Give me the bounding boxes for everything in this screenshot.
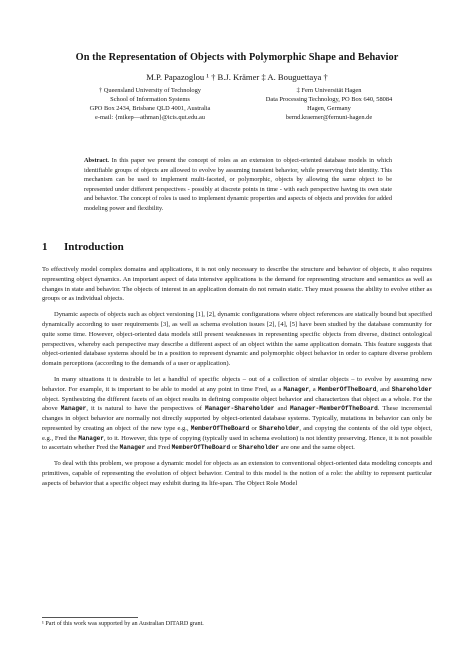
code-term: MemberOfTheBoard (317, 385, 377, 393)
paragraph: To deal with this problem, we propose a dynamic model for objects as an extension to conventional object-oriented data modeling concepts and primitives, capable of representing the evolution of object behavior. Central to this model is the notion of a role: the ability to represent particular aspects of behavior that a specific object may exhibit during its life-span. The Object Role Model (42, 460, 432, 487)
affiliation-email: bernd.kraemer@fernuni-hagen.de (285, 114, 373, 122)
code-term: Manager (119, 444, 146, 452)
code-term: Manager (78, 434, 104, 442)
body-text (42, 265, 432, 495)
affiliation-right (234, 86, 424, 122)
code-term: Shareholder (238, 444, 280, 452)
footnote-text: Part of this work was supported by an Australian DITARD grant. (45, 621, 204, 627)
footnote (42, 621, 204, 627)
text-run: , and (376, 385, 392, 393)
paragraph: Dynamic aspects of objects such as object versioning [1], [2], dynamic configurations where object references are statically bound but specified dynamically according to user requirements [3], as well as schema evolution issues [2], [4], [5] have been studied by the database community for quite some time. However, object-oriented data models still present weaknesses in representing specific objects from diverse, distinct ontological perspectives, whereby each perspective may describe a different aspect of an object within the same application domain. This feature suggests that object-oriented database systems should be in a position to represent dynamic and polymorphic object behavior in order to capture diverse problem domain perceptions (according to the demands of a user or application). (42, 311, 432, 368)
abstract (84, 156, 392, 213)
code-term: MemberOfTheBoard (190, 424, 250, 432)
abstract-label: Abstract. (84, 157, 110, 164)
text-run: and Fred (145, 444, 172, 452)
code-term: Manager (283, 385, 309, 393)
text-run: , to it. However, this type of copying (typically used in schema evolution) is not identity preserving. Hence, it is not possible to ascertain whether Fred the (42, 434, 432, 452)
code-term: Shareholder (391, 385, 432, 393)
section-title: Introduction (64, 241, 124, 253)
affiliation-symbol: † (98, 87, 103, 94)
affiliation-symbol: ‡ (296, 87, 300, 94)
section-number: 1 (42, 241, 48, 253)
text-run: object. Synthesizing the different facets of an object results in defining composite object behavior and characterizes that object as a whole. For the above (42, 395, 432, 413)
code-term: MemberOfTheBoard (171, 444, 231, 452)
affiliation-email: e-mail: {mikep—athman}@icis.qut.edu.au (95, 114, 205, 122)
paper-title: On the Representation of Objects with Polymorphic Shape and Behavior (75, 52, 399, 63)
affiliation-line: Fern Universität Hagen (301, 87, 362, 94)
affiliation-line: GPO Box 2434, Brisbane QLD 4001, Australia (89, 105, 211, 113)
code-term: Manager-MemberOfTheBoard (290, 405, 378, 413)
text-run: or (249, 424, 260, 432)
code-term: Manager-Shareholder (204, 405, 275, 413)
affiliation-line: Hagen, Germany (307, 105, 351, 113)
author-line: M.P. Papazoglou ¹ † B.J. Krämer ‡ A. Bouguettaya † (146, 72, 328, 82)
text-run: , it is natural to have the perspectives of (86, 405, 205, 413)
affiliation-line: Data Processing Technology, PO Box 640, 58084 (265, 96, 393, 104)
affiliation-line: Queensland University of Technology (103, 87, 202, 94)
paragraph (42, 375, 432, 453)
text-run: . These incremental changes in object behavior are normally not directly supported by object-oriented database systems. Typically, mutations in behavior can only be represented by creating an object of the new type e.g., (42, 405, 432, 432)
text-run: , a (309, 385, 318, 393)
affiliation-left (60, 86, 240, 122)
text-run: In many situations it is desirable to let a handful of specific objects – out of a collection of similar objects – to evolve by assuming new behavior. For example, it is important to be able to model at any point in time Fred, as a (42, 376, 432, 393)
paragraph: To effectively model complex domains and applications, it is not only necessary to describe the structure and behavior of objects, it also requires representing object dynamics. An important aspect of data intensive applications is the demand for representing structure and semantics as well as changes in state and behavior. The objects of interest in an application domain do not remain static. They must possess the ability to evolve either as groups or as individual objects. (42, 266, 432, 303)
code-term: Manager (60, 405, 87, 413)
affiliation-line: School of Information Systems (110, 96, 190, 104)
section-heading (42, 241, 124, 253)
footnote-marker: ¹ (42, 621, 44, 627)
footnote-rule (42, 617, 138, 618)
text-run: , and copying the contents of the old type object, e.g., Fred the (42, 424, 432, 442)
text-run: and (274, 405, 291, 413)
abstract-text: In this paper we present the concept of roles as an extension to object-oriented database models in which identifiable groups of objects are allowed to evolve by assuming transient behavior, while preserving their identity. This mechanism can be used to implement multi-faceted, or polymorphic, objects by allowing the same object to be represented under different perspectives - possibly at discrete points in time - with each perspective having its own state and behavior. The concept of roles is used to implement dynamic properties and aspects of objects and provides for added modeling power and flexibility. (84, 157, 393, 212)
text-run: or (230, 444, 239, 452)
text-run: are one and the same object. (279, 444, 355, 452)
code-term: Shareholder (259, 424, 300, 432)
